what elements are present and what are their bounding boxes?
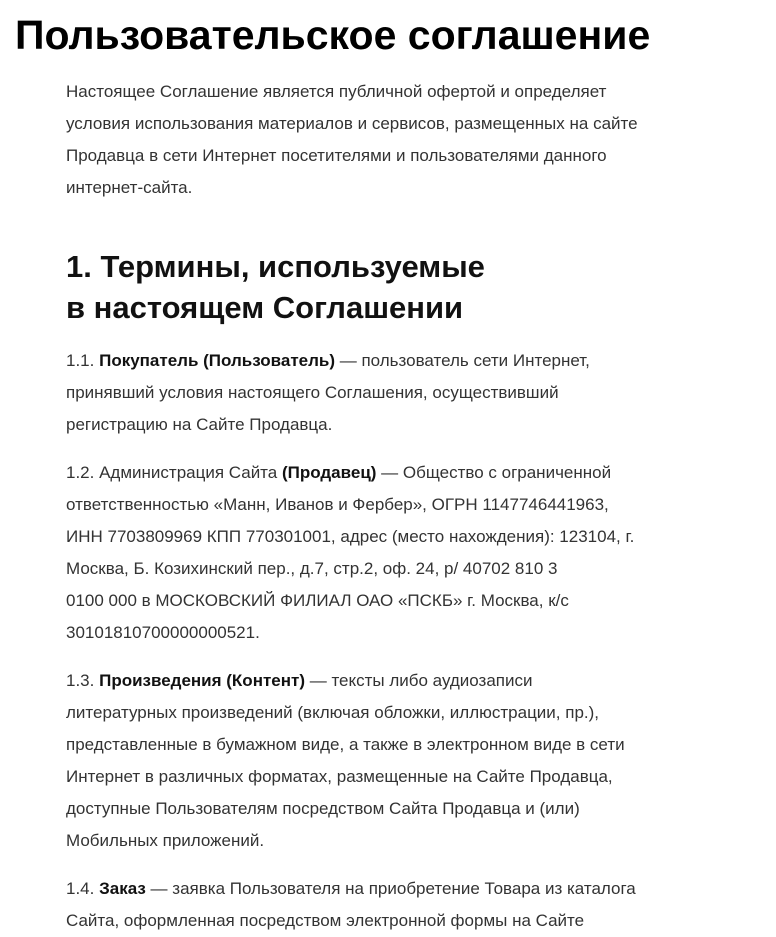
clause-text: — пользователь сети Интернет,: [335, 351, 590, 370]
clause-1-1: [66, 345, 756, 441]
text-line: Интернет в различных форматах, размещенные на Сайте Продавца,: [66, 767, 613, 786]
clause-number: 1.4.: [66, 879, 95, 898]
clause-1-3: [66, 665, 756, 857]
clause-term: Заказ: [99, 879, 146, 898]
clause-first-line: [66, 345, 756, 377]
clause-1-2: [66, 457, 756, 649]
clause-text: — заявка Пользователя на приобретение Товара из каталога: [145, 879, 636, 898]
clause-1-4: [66, 873, 756, 937]
section-heading-line: 1. Термины, используемые: [66, 249, 485, 284]
text-line: регистрацию на Сайте Продавца.: [66, 415, 333, 434]
text-line: Сайта, оформленная посредством электронной формы на Сайте: [66, 911, 585, 930]
text-line: 0100 000 в МОСКОВСКИЙ ФИЛИАЛ ОАО «ПСКБ» г. Москва, к/с: [66, 591, 569, 610]
clause-term: Покупатель (Пользователь): [99, 351, 336, 370]
clause-first-line: [66, 665, 756, 697]
clause-text: Администрация Сайта: [94, 463, 282, 482]
clause-text: — тексты либо аудиозаписи: [305, 671, 533, 690]
agreement-content: [66, 76, 756, 937]
clause-number: 1.2.: [66, 463, 95, 482]
clause-number: 1.3.: [66, 671, 95, 690]
text-line: условия использования материалов и сервисов, размещенных на сайте: [66, 114, 638, 133]
text-line: 30101810700000000521.: [66, 623, 260, 642]
clause-number: 1.1.: [66, 351, 95, 370]
text-line: Продавца в сети Интернет посетителями и пользователями данного: [66, 146, 607, 165]
text-line: доступные Пользователям посредством Сайта Продавца и (или): [66, 799, 580, 818]
section-heading: [66, 246, 756, 328]
clause-first-line: [66, 457, 756, 489]
text-line: принявший условия настоящего Соглашения, осуществивший: [66, 383, 559, 402]
page-title: Пользовательское соглашение: [15, 12, 651, 58]
text-line: Настоящее Соглашение является публичной офертой и определяет: [66, 82, 607, 101]
text-line: литературных произведений (включая обложки, иллюстрации, пр.),: [66, 703, 600, 722]
text-line: Мобильных приложений.: [66, 831, 265, 850]
text-line: представленные в бумажном виде, а также в электронном виде в сети: [66, 735, 625, 754]
text-line: интернет-сайта.: [66, 178, 193, 197]
text-line: ИНН 7703809969 КПП 770301001, адрес (место нахождения): 123104, г.: [66, 527, 635, 546]
section-heading-line: в настоящем Соглашении: [66, 290, 464, 325]
clause-first-line: [66, 873, 756, 905]
clause-term: (Продавец): [281, 463, 377, 482]
text-line: Москва, Б. Козихинский пер., д.7, стр.2, оф. 24, р/ 40702 810 3: [66, 559, 558, 578]
intro-paragraph: [66, 76, 756, 204]
text-line: ответственностью «Манн, Иванов и Фербер», ОГРН 1147746441963,: [66, 495, 609, 514]
clause-text: — Общество с ограниченной: [376, 463, 612, 482]
clause-term: Произведения (Контент): [99, 671, 305, 690]
